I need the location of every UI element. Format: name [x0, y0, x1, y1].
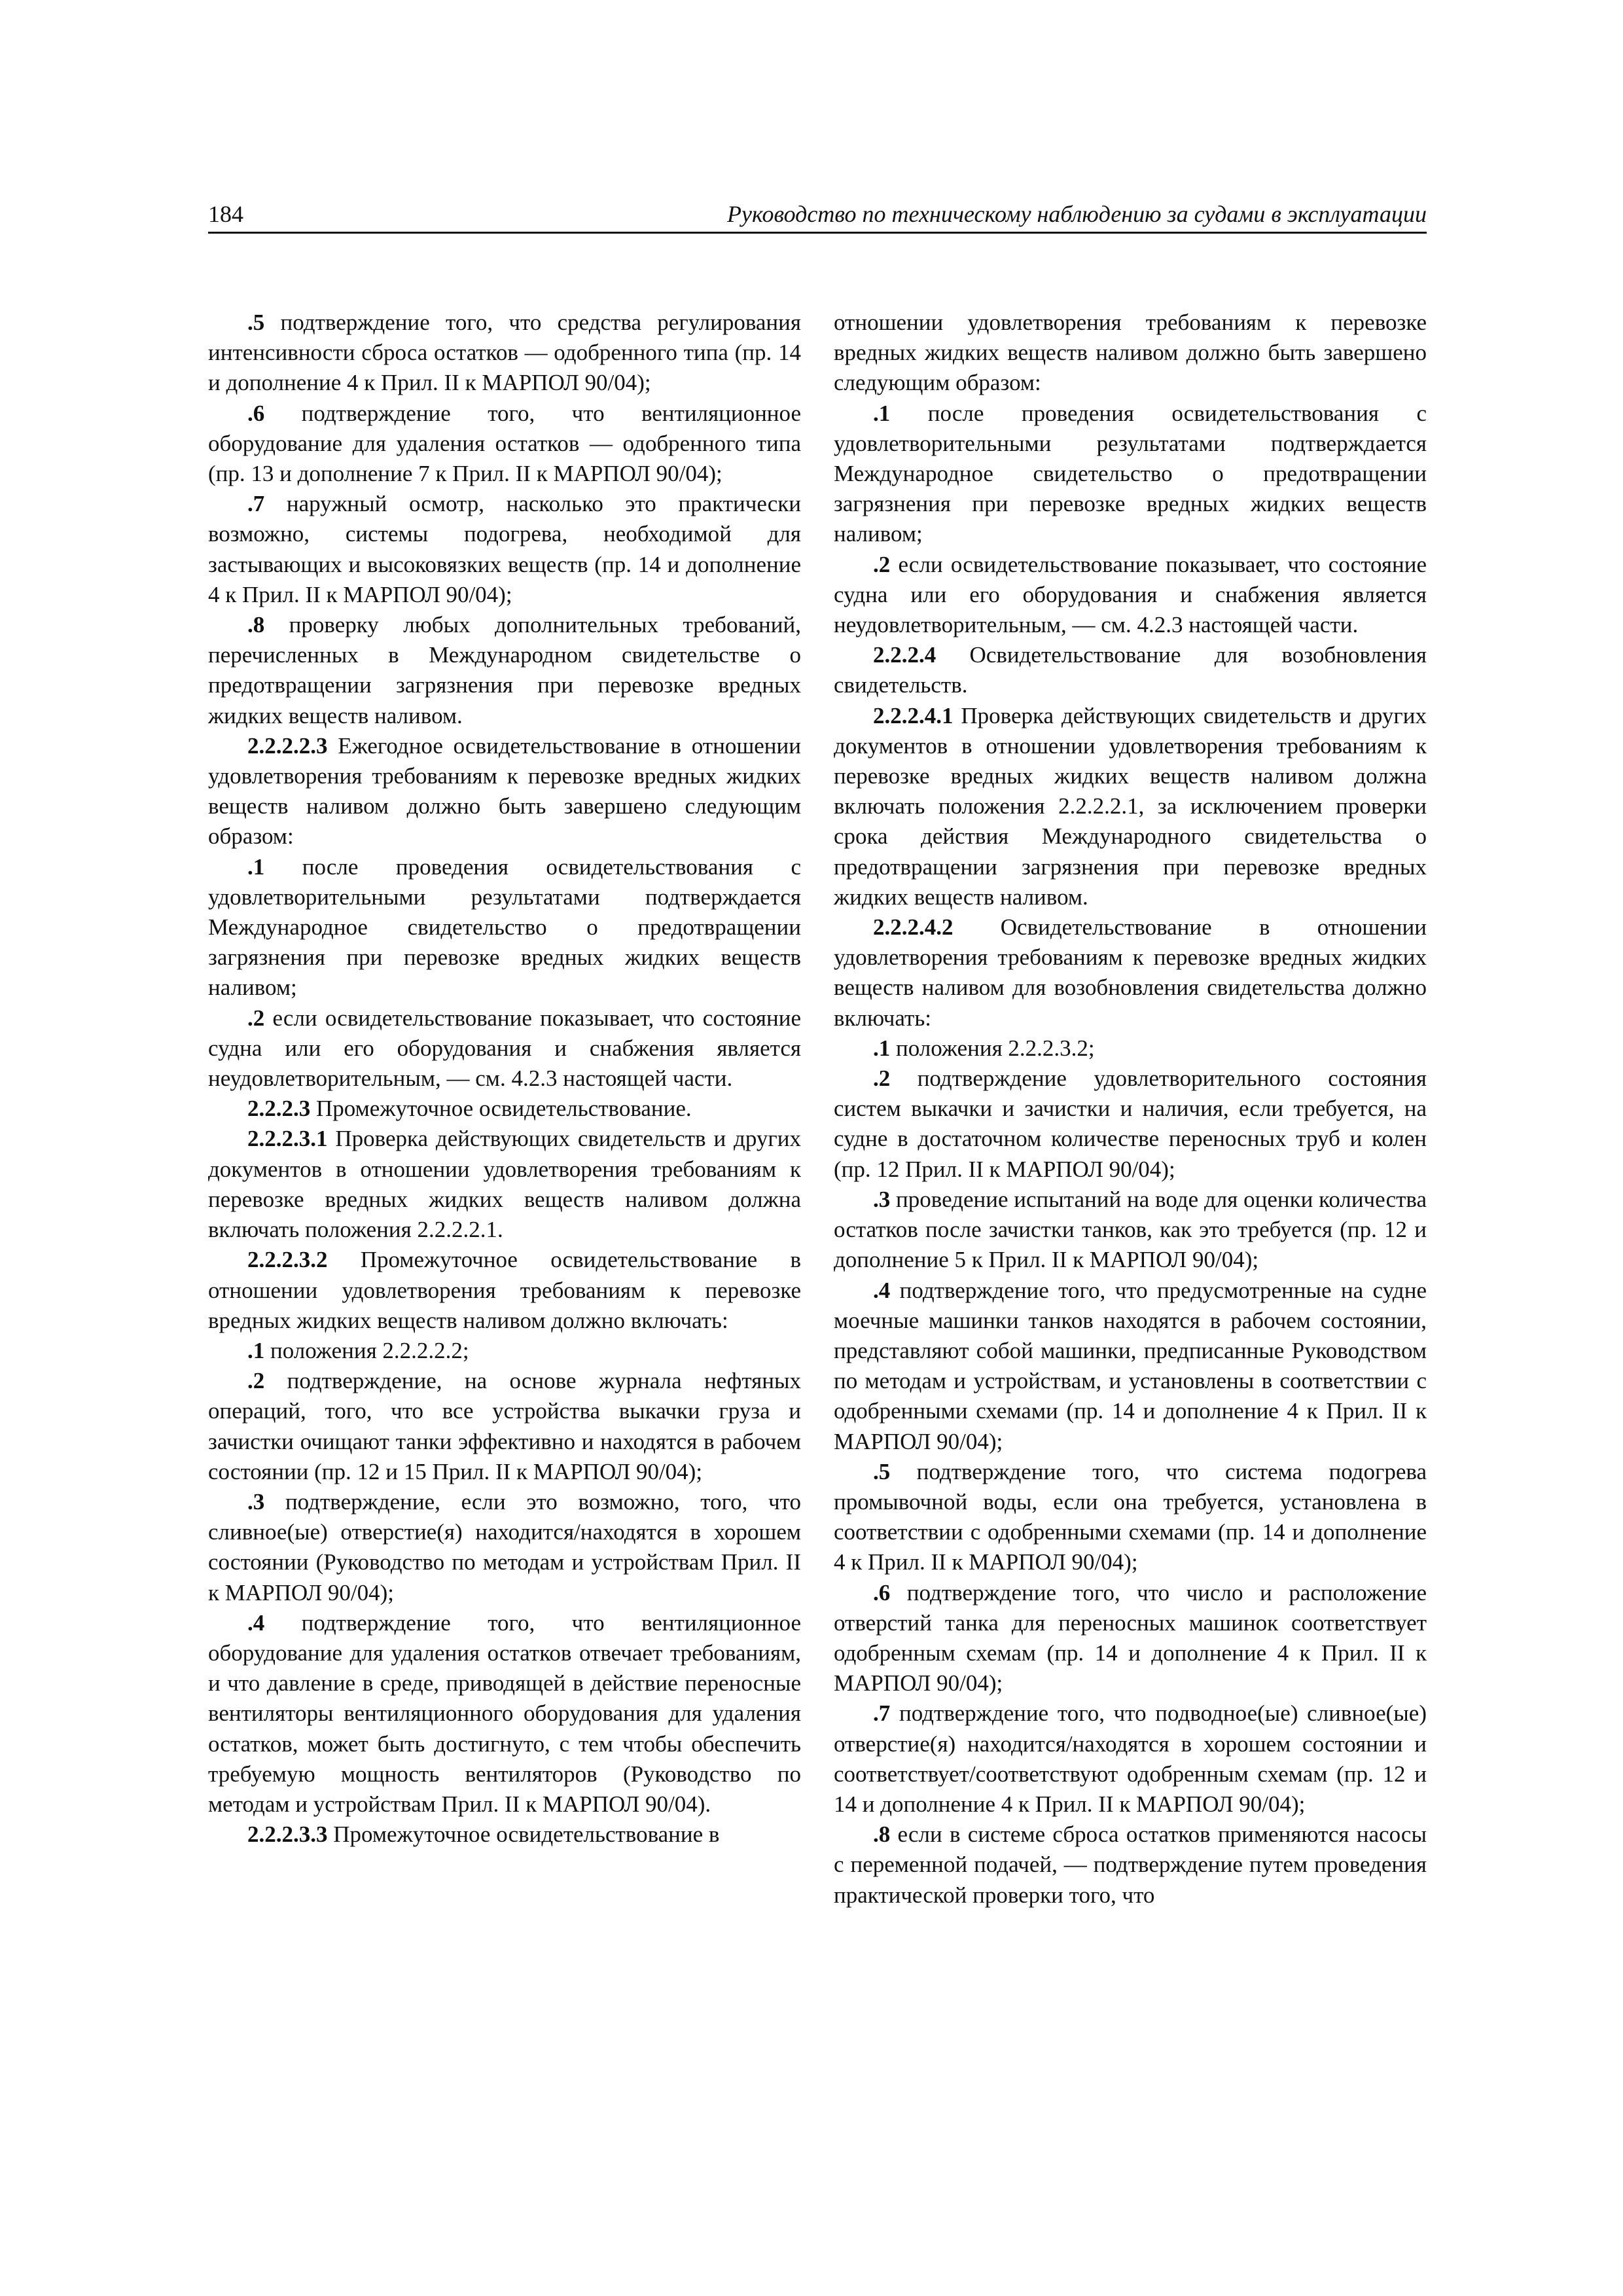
- paragraph: [834, 1276, 1427, 1457]
- paragraph-text: после проведения освидетельствования с удовлетворительными результатами подтверждается Международное свидетельство о предотвращении загрязнения при перевозке вредных жидких веществ наливом;: [208, 853, 801, 1001]
- paragraph-text: Ежегодное освидетельствование в отношении удовлетворения требованиям к перевозке вредных жидких веществ наливом должно быть завершено следующим образом:: [208, 732, 801, 850]
- paragraph-text: подтверждение того, что вентиляционное оборудование для удаления остатков — одобренного типа (пр. 13 и дополнение 7 к Прил. II к МАРПОЛ 90/04);: [208, 400, 801, 487]
- clause-number: .1: [873, 400, 891, 426]
- paragraph: [208, 1366, 801, 1487]
- clause-number: .4: [873, 1277, 891, 1303]
- clause-number: .4: [247, 1609, 265, 1636]
- paragraph: [208, 308, 801, 399]
- paragraph-text: после проведения освидетельствования с удовлетворительными результатами подтверждается Международное свидетельство о предотвращении загрязнения при перевозке вредных жидких веществ наливом;: [834, 400, 1427, 547]
- paragraph-text: если в системе сброса остатков применяются насосы с переменной подачей, — подтверждение путем проведения практической проверки того, что: [834, 1821, 1427, 1908]
- paragraph: [834, 640, 1427, 700]
- clause-number: .2: [247, 1005, 265, 1031]
- page-header: [208, 196, 1427, 233]
- paragraph-text: Проверка действующих свидетельств и других документов в отношении удовлетворения требованиям к перевозке вредных жидких веществ наливом должна включать положения 2.2.2.2.1.: [208, 1126, 801, 1243]
- paragraph: [208, 731, 801, 852]
- paragraph-text: положения 2.2.2.2.2;: [264, 1337, 469, 1363]
- clause-number: .7: [247, 491, 265, 517]
- paragraph: [834, 1698, 1427, 1820]
- paragraph-text: если освидетельствование показывает, что состояние судна или его оборудования и снабжения является неудовлетворительным, — см. 4.2.3 настоящей части.: [208, 1005, 801, 1092]
- clause-number: .6: [247, 400, 265, 426]
- right-column: [834, 308, 1427, 1910]
- paragraph: [834, 1185, 1427, 1276]
- running-title: Руководство по техническому наблюдению за судами в эксплуатации: [727, 201, 1427, 227]
- paragraph-text: Промежуточное освидетельствование в отношении удовлетворения требованиям к перевозке вредных жидких веществ наливом должно включать:: [208, 1247, 801, 1333]
- paragraph: [208, 1124, 801, 1245]
- clause-number: .1: [247, 1337, 265, 1363]
- paragraph-text: подтверждение того, что вентиляционное оборудование для удаления остатков отвечает требованиям, и что давление в среде, приводящей в действие переносные вентиляторы вентиляционного оборудования для удаления остатков, может быть достигнуто, с тем чтобы обеспечить требуемую мощность вентиляторов (Руководство по методам и устройствам Прил. II к МАРПОЛ 90/04).: [208, 1609, 801, 1817]
- clause-number: 2.2.2.3.3: [247, 1821, 328, 1848]
- left-column: [208, 308, 801, 1850]
- clause-number: .8: [247, 612, 265, 638]
- paragraph: [834, 1820, 1427, 1910]
- clause-number: .5: [873, 1458, 891, 1484]
- clause-number: .3: [247, 1488, 265, 1515]
- paragraph: [208, 1487, 801, 1608]
- clause-number: .6: [873, 1579, 891, 1605]
- paragraph-text: проведение испытаний на воде для оценки количества остатков после зачистки танков, как это требуется (пр. 12 и дополнение 5 к Прил. II к МАРПОЛ 90/04);: [834, 1186, 1427, 1273]
- paragraph-text: если освидетельствование показывает, что состояние судна или его оборудования и снабжения является неудовлетворительным, — см. 4.2.3 настоящей части.: [834, 551, 1427, 638]
- paragraph-text: Промежуточное освидетельствование в: [327, 1821, 720, 1848]
- paragraph: [834, 550, 1427, 641]
- paragraph-text: подтверждение того, что средства регулирования интенсивности сброса остатков — одобренного типа (пр. 14 и дополнение 4 к Прил. II к МАРПОЛ 90/04);: [208, 310, 801, 396]
- clause-number: 2.2.2.3.2: [247, 1247, 328, 1273]
- paragraph: [834, 1064, 1427, 1185]
- paragraph: [208, 610, 801, 731]
- paragraph-text: подтверждение, на основе журнала нефтяных операций, того, что все устройства выкачки груза и зачистки очищают танки эффективно и находятся в рабочем состоянии (пр. 12 и 15 Прил. II к МАРПОЛ 90/04);: [208, 1368, 801, 1484]
- clause-number: 2.2.2.4: [873, 642, 936, 668]
- paragraph-text: подтверждение того, что число и расположение отверстий танка для переносных машинок соответствует одобренным схемам (пр. 14 и дополнение 4 к Прил. II к МАРПОЛ 90/04);: [834, 1579, 1427, 1696]
- paragraph-text: проверку любых дополнительных требований, перечисленных в Международном свидетельстве о предотвращении загрязнения при перевозке вредных жидких веществ наливом.: [208, 612, 801, 728]
- paragraph-text: наружный осмотр, насколько это практически возможно, системы подогрева, необходимой для застывающих и высоковязких веществ (пр. 14 и дополнение 4 к Прил. II к МАРПОЛ 90/04);: [208, 491, 801, 607]
- paragraph-text: положения 2.2.2.3.2;: [890, 1035, 1095, 1061]
- clause-number: 2.2.2.3: [247, 1096, 311, 1122]
- clause-number: .7: [873, 1700, 891, 1727]
- clause-number: .2: [247, 1368, 265, 1394]
- paragraph: [208, 1003, 801, 1094]
- paragraph-text: Освидетельствование для возобновления свидетельств.: [834, 642, 1427, 698]
- clause-number: .2: [873, 551, 891, 577]
- clause-number: 2.2.2.4.1: [873, 702, 954, 728]
- paragraph: [834, 1457, 1427, 1578]
- paragraph-text: подтверждение того, что предусмотренные на судне моечные машинки танков находятся в рабочем состоянии, представляют собой машинки, предписанные Руководством по методам и устройствам, и установлены в соответствии с одобренными схемами (пр. 14 и дополнение 4 к Прил. II к МАРПОЛ 90/04);: [834, 1277, 1427, 1454]
- paragraph-text: подтверждение того, что подводное(ые) сливное(ые) отверстие(я) находится/находятся в хорошем состоянии и соответствует/соответствуют одобренным схемам (пр. 12 и 14 и дополнение 4 к Прил. II к МАРПОЛ 90/04);: [834, 1700, 1427, 1817]
- header-rule: [208, 232, 1427, 234]
- clause-number: .1: [873, 1035, 891, 1061]
- paragraph: [834, 1578, 1427, 1699]
- paragraph-text: подтверждение удовлетворительного состояния систем выкачки и зачистки и наличия, если требуется, на судне в достаточном количестве переносных труб и колен (пр. 12 Прил. II к МАРПОЛ 90/04);: [834, 1066, 1427, 1182]
- paragraph: [208, 852, 801, 1003]
- paragraph: [834, 1033, 1427, 1064]
- page-number: 184: [208, 201, 243, 227]
- paragraph: [208, 1094, 801, 1124]
- clause-number: 2.2.2.3.1: [247, 1126, 328, 1152]
- paragraph-text: подтверждение того, что система подогрева промывочной воды, если она требуется, установлена в соответствии с одобренными схемами (пр. 14 и дополнение 4 к Прил. II к МАРПОЛ 90/04);: [834, 1458, 1427, 1575]
- paragraph: [834, 308, 1427, 399]
- paragraph: [834, 399, 1427, 550]
- paragraph-text: Промежуточное освидетельствование.: [310, 1096, 692, 1122]
- paragraph: [208, 1245, 801, 1336]
- clause-number: .1: [247, 853, 265, 880]
- paragraph: [208, 1336, 801, 1366]
- clause-number: 2.2.2.2.3: [247, 732, 328, 759]
- paragraph-text: Освидетельствование в отношении удовлетворения требованиям к перевозке вредных жидких веществ наливом для возобновления свидетельства должно включать:: [834, 914, 1427, 1031]
- paragraph: [208, 489, 801, 610]
- paragraph: [208, 399, 801, 490]
- paragraph: [834, 912, 1427, 1033]
- paragraph: [834, 701, 1427, 912]
- paragraph-text: отношении удовлетворения требованиям к перевозке вредных жидких веществ наливом должно быть завершено следующим образом:: [834, 310, 1427, 396]
- clause-number: .3: [873, 1186, 891, 1212]
- clause-number: .5: [247, 310, 265, 335]
- clause-number: .8: [873, 1821, 891, 1848]
- paragraph-text: Проверка действующих свидетельств и других документов в отношении удовлетворения требованиям к перевозке вредных жидких веществ наливом должна включать положения 2.2.2.2.1, за исключением проверки срока действия Международного свидетельства о предотвращении загрязнения при перевозке вредных жидких веществ наливом.: [834, 702, 1427, 910]
- paragraph-text: подтверждение, если это возможно, того, что сливное(ые) отверстие(я) находится/находятся в хорошем состоянии (Руководство по методам и устройствам Прил. II к МАРПОЛ 90/04);: [208, 1488, 801, 1605]
- paragraph: [208, 1608, 801, 1820]
- paragraph: [208, 1820, 801, 1850]
- clause-number: .2: [873, 1066, 891, 1092]
- clause-number: 2.2.2.4.2: [873, 914, 954, 941]
